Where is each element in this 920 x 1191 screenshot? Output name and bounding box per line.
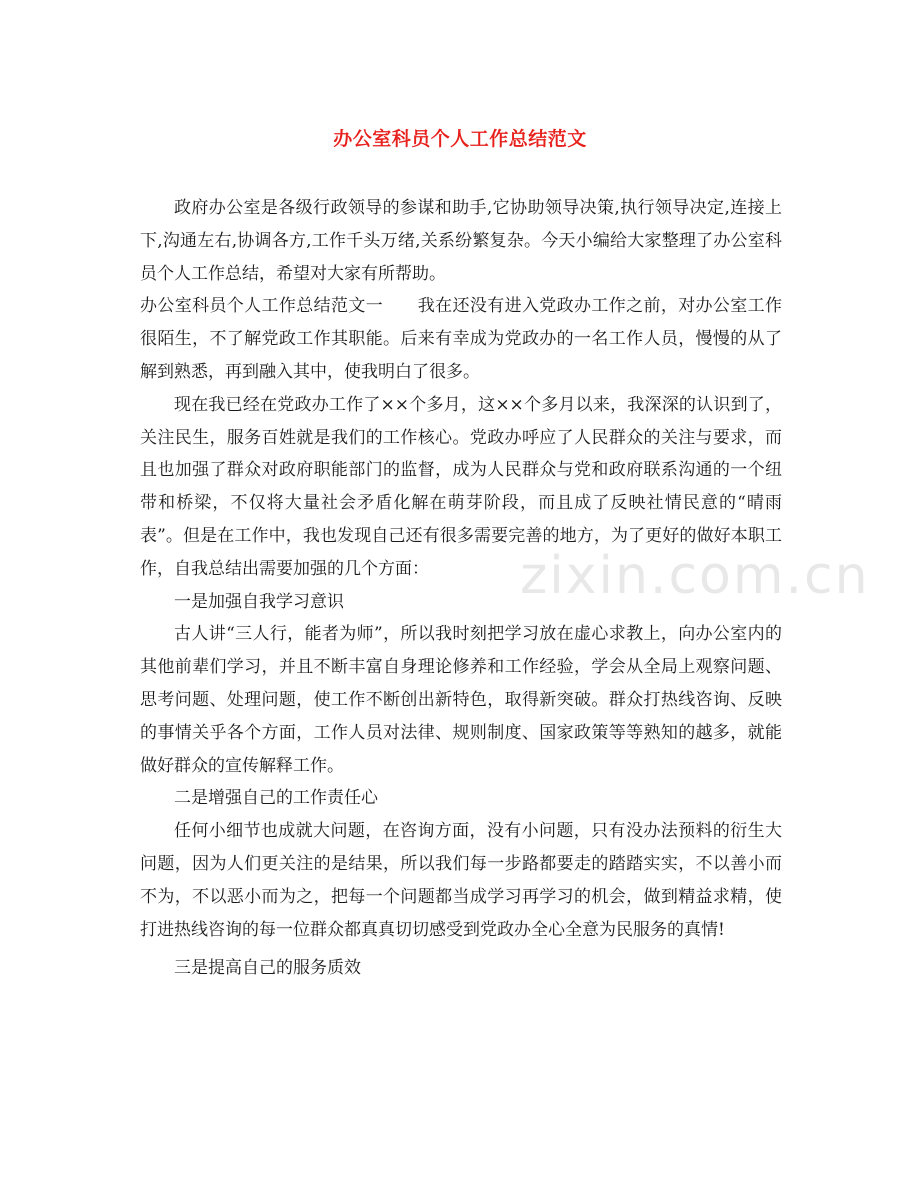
paragraph-sample-one: 办公室科员个人工作总结范文一 我在还没有进入党政办工作之前，对办公室工作很陌生，不了解党政工作其职能。后来有幸成为党政办的一名工作人员，慢慢的从了解到熟悉，再到融入其中，使我明白了很多。	[140, 296, 782, 382]
section-heading-two: 二是增强自己的工作责任心	[174, 788, 378, 809]
document-body	[140, 192, 782, 985]
section-heading-three: 三是提高自己的服务质效	[174, 958, 361, 979]
section-heading-one: 一是加强自我学习意识	[174, 591, 344, 612]
paragraph-learning: 古人讲“三人行，能者为师”，所以我时刻把学习放在虚心求教上，向办公室内的其他前辈们学习，并且不断丰富自身理论修养和工作经验，学会从全局上观察问题、思考问题、处理问题，使工作不断创出新特色，取得新突破。群众打热线咨询、反映的事情关乎各个方面，工作人员对法律、规则制度、国家政策等等熟知的越多，就能做好群众的宣传解释工作。	[140, 624, 782, 776]
paragraph-responsibility: 任何小细节也成就大问题，在咨询方面，没有小问题，只有没办法预料的衍生大问题，因为人们更关注的是结果，所以我们每一步路都要走的踏踏实实，不以善小而不为，不以恶小而为之，把每一个问题都当成学习再学习的机会，做到精益求精，使打进热线咨询的每一位群众都真真切切感受到党政办全心全意为民服务的真情!	[140, 821, 782, 940]
paragraph-current-work: 现在我已经在党政办工作了××个多月，这××个多月以来，我深深的认识到了，关注民生，服务百姓就是我们的工作核心。党政办呼应了人民群众的关注与要求，而且也加强了群众对政府职能部门的监督，成为人民群众与党和政府联系沟通的一个纽带和桥梁，不仅将大量社会矛盾化解在萌芽阶段，而且成了反映社情民意的“晴雨表”。但是在工作中，我也发现自己还有很多需要完善的地方，为了更好的做好本职工作，自我总结出需要加强的几个方面：	[140, 394, 782, 579]
document-title: 办公室科员个人工作总结范文	[333, 128, 587, 150]
watermark-text: zixin.com.cn	[520, 546, 870, 606]
paragraph-intro: 政府办公室是各级行政领导的参谋和助手,它协助领导决策,执行领导决定,连接上下,沟通左右,协调各方,工作千头万绪,关系纷繁复杂。今天小编给大家整理了办公室科员个人工作总结，希望对大家有所帮助。	[140, 198, 782, 284]
